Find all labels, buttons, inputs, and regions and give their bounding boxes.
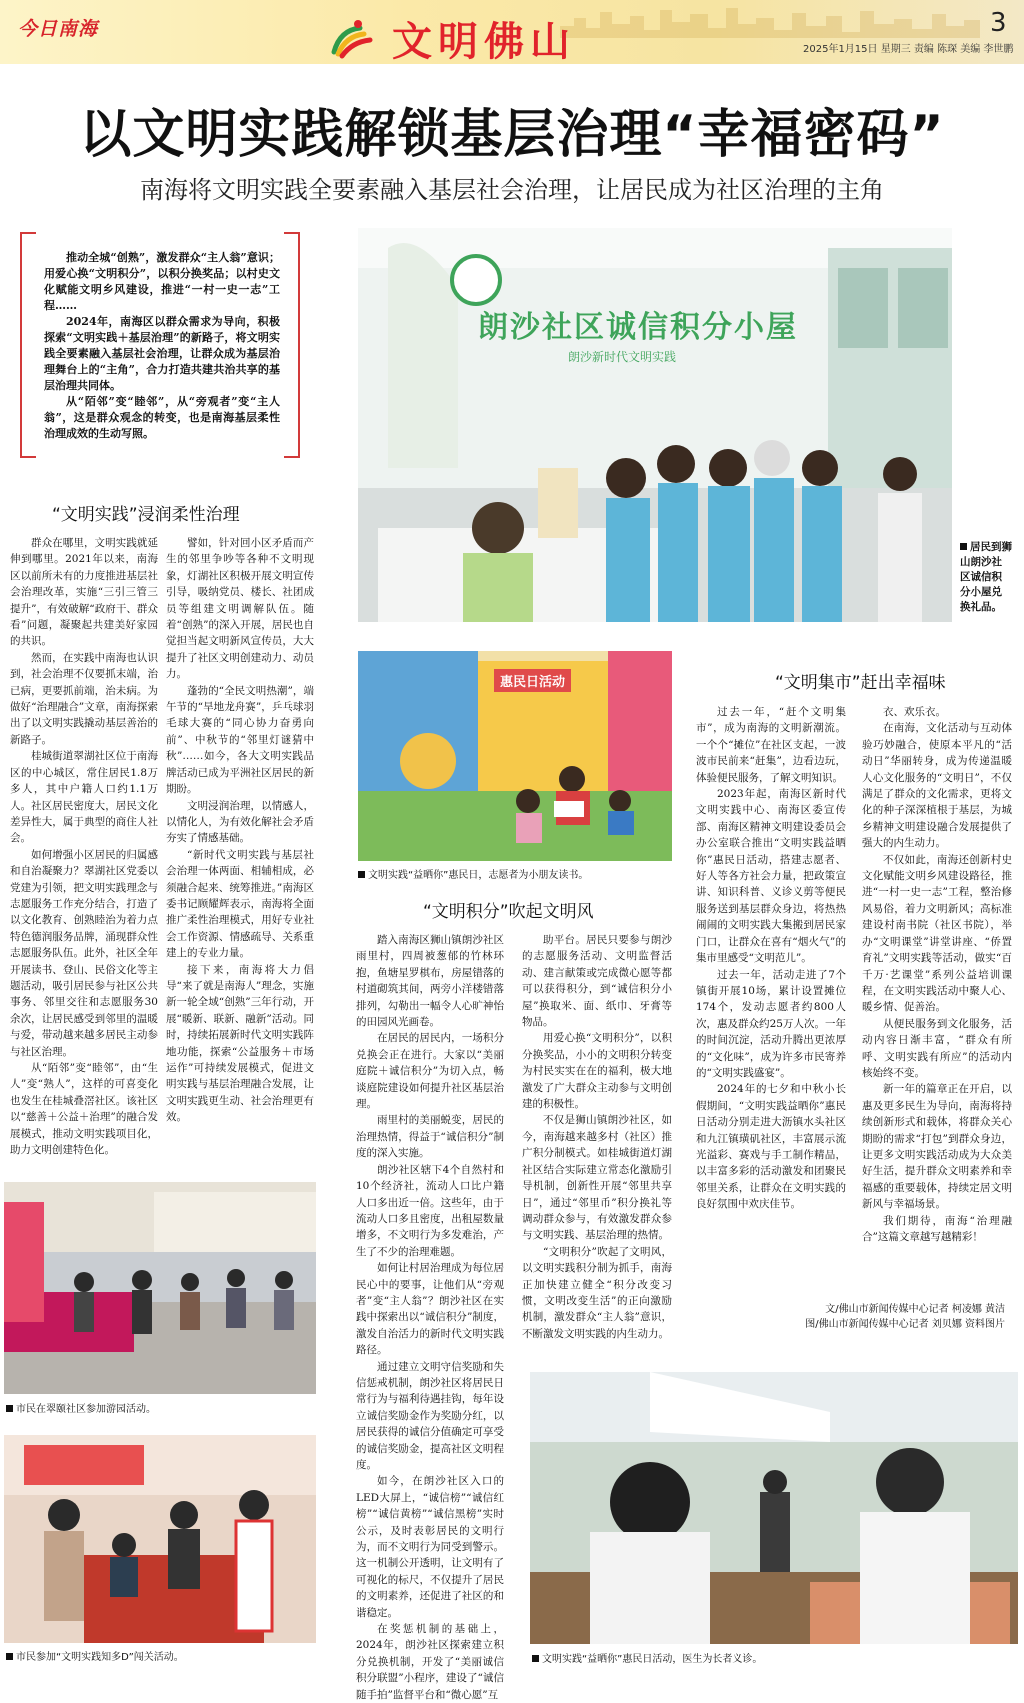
lead-paragraph: 推动全城“创熟”，激发群众“主人翁”意识；用爱心换“文明积分”，以积分换奖品；以村史文化赋能文明乡风建设，推进“一村一史一志”工程…… bbox=[44, 251, 280, 312]
body-paragraph: 踏入南海区狮山镇朗沙社区雨里村，四周被葱郁的竹林环抱，鱼塘星罗棋布，房屋错落的村道砌筑其间，两旁小洋楼错落排列，勾勒出一幅令人心旷神怡的田园风光画卷。 bbox=[356, 934, 504, 1029]
section1-column-a bbox=[10, 535, 158, 1157]
section2-column-a bbox=[356, 932, 504, 1701]
body-paragraph: 新一年的篇章正在开启，以惠及更多民生为导向，南海将持续创新形式和载体，将群众关心期盼的需求“打包”到群众身边，让更多文明实践活动成为大众美好生活，提升群众文明素养和幸福感的重要载体，持续定居文明新风与幸福场景。 bbox=[862, 1083, 1012, 1211]
caption-text: 居民到狮山朗沙社区诚信积分小屋兑换礼品。 bbox=[960, 541, 1012, 613]
section3-column-a bbox=[696, 704, 846, 1270]
quiz-activity-photo bbox=[4, 1435, 316, 1643]
body-paragraph: 在奖惩机制的基础上，2024年，朗沙社区探索建立积分兑换机制，开发了“美丽诚信积分联盟”小程序，建设了“诚信随手拍”监督平台和“微心愿”互 bbox=[356, 1623, 504, 1701]
body-paragraph: 助平台。居民只要参与朗沙的志愿服务活动、文明监督活动、建言献策或完成微心愿等都可以获得积分，到“诚信积分小屋”换取米、面、纸巾、牙膏等物品。 bbox=[522, 934, 672, 1029]
body-paragraph: 朗沙社区辖下4个自然村和10个经济社，流动人口比户籍人口多出近一倍。这些年，由于流动人口多且密度，出租屋数量增多，不文明行为多发难治，产生了不少的治理难题。 bbox=[356, 1163, 504, 1258]
clinic-photo-caption bbox=[532, 1650, 762, 1665]
body-paragraph: 桂城街道翠湖社区位于南海区的中心城区，常住居民1.8万多人，其中户籍人口约1.1万人。社区居民密度大，居民文化差异性大，属于典型的商住人社会。 bbox=[10, 750, 158, 845]
caption-marker-icon bbox=[960, 543, 967, 550]
section-title: 文明佛山 bbox=[392, 19, 576, 65]
byline-photo-credit: 图/佛山市新闻传媒中心记者 刘贝娜 资料图片 bbox=[805, 1319, 1005, 1330]
caption-marker-icon bbox=[532, 1655, 539, 1662]
main-photo-credit-store bbox=[358, 228, 952, 622]
kids-banner-text: 惠民日活动 bbox=[494, 669, 571, 692]
body-paragraph: “文明积分”吹起了文明风，以文明实践积分制为抓手，南海正加快建立健全“积分改变习惯，文明改变生活”的正向激励机制，激发群众“主人翁”意识，不断激发文明实践的内生动力。 bbox=[522, 1245, 672, 1340]
rainbow-logo-icon bbox=[330, 18, 376, 58]
body-paragraph: 不仅如此，南海还创新村史文化赋能文明乡风建设路径，推进“一村一史一志”工程，整治修风易俗，着力文明新风；高标准建设村南书院（社区书院），举办“文明课堂”讲堂讲座、“侨置育礼”文明实践等活动，做实“百千万·艺课堂”系列公益培训课程，在文明实践活动中聚人心、暖乡情、促善治。 bbox=[862, 853, 1012, 1014]
page-number: 3 bbox=[990, 8, 1007, 38]
market-photo bbox=[4, 1182, 316, 1394]
paper-name-logo: 今日南海 bbox=[18, 18, 99, 40]
body-paragraph: 不仅是狮山镇朗沙社区，如今，南海越来越多村（社区）推广积分制模式。如桂城街道灯湖社区结合实际建立常态化激励引导机制，创新性开展“邻里共享日”，通过“邻里币”积分换礼等调动群众参与，有效激发群众参与文明实践、基层治理的热情。 bbox=[522, 1114, 672, 1242]
body-paragraph: 如何让村居治理成为每位居民心中的要事，让他们从“旁观者”变“主人翁”？朗沙社区在实践中探索出以“诚信积分”制度，激发自治活力的新时代文明实践路径。 bbox=[356, 1262, 504, 1357]
section3-heading: “文明集市”赶出幸福味 bbox=[775, 673, 946, 693]
body-paragraph: 2023年起，南海区新时代文明实践中心、南海区委宣传部、南海区精神文明建设委员会办公室联合推出“文明实践益晒你”惠民日活动，搭建志愿者、好人等各方社会力量，把政策宣讲、知识科普、义诊义剪等便民服务送到基层群众身边，将热热闹闹的文明实践大集搬到居民家门口，让群众在喜有“烟火气”的集市里感受“文明范儿”。 bbox=[696, 788, 846, 965]
body-paragraph: 从“陌邻”变“睦邻”，由“生人”变“熟人”，这样的可喜变化也发生在桂城叠滘社区。该社区以“慈善＋公益＋治理”的融合发展模式，推动文明实践项目化，助力文明创建特色化。 bbox=[10, 1062, 158, 1157]
lead-paragraph: 从“陌邻”变“睦邻”，从“旁观者”变“主人翁”，这是群众观念的转变，也是南海基层柔性治理成效的生动写照。 bbox=[44, 395, 280, 440]
body-paragraph: 如今，在朗沙社区入口的LED大屏上，“诚信榜”“诚信红榜”“诚信黄榜”“诚信黑榜”实时公示，及时表彰居民的文明行为，而不文明行为同受到警示。这一机制公开透明，让文明有了可视化的标尺，不仅提升了居民的文明素养，还促进了社区的和谐稳定。 bbox=[356, 1475, 504, 1619]
kids-photo-caption bbox=[358, 866, 588, 881]
body-paragraph: 通过建立文明守信奖励和失信惩戒机制，朗沙社区将居民日常行为与福利待遇挂钩，每年设立诚信奖励金作为奖励分红，以居民获得的诚信分值确定可享受的诚信奖励金，提高社区文明程度。 bbox=[356, 1360, 504, 1471]
dateline: 2025年1月15日 星期三 责编 陈琛 美编 李世鹏 bbox=[803, 44, 1014, 55]
caption-marker-icon bbox=[358, 871, 365, 878]
section3-column-b bbox=[862, 704, 1012, 1270]
main-headline: 以文明实践解锁基层治理“幸福密码” bbox=[79, 105, 945, 165]
city-skyline-decoration bbox=[560, 4, 980, 38]
byline-credit bbox=[705, 1302, 1005, 1332]
body-paragraph: 过去一年，“赶个文明集市”，成为南海的文明新潮流。一个个“摊位”在社区支起，一波波市民前来“赶集”，边看边玩，体验便民服务，了解文明知识。 bbox=[696, 706, 846, 784]
section1-column-b bbox=[166, 535, 314, 1124]
byline-text-credit: 文/佛山市新闻传媒中心记者 柯凌娜 黄洁 bbox=[825, 1304, 1005, 1315]
section2-column-b bbox=[522, 932, 672, 1340]
body-paragraph: 衣、欢乐衣。 bbox=[883, 706, 946, 718]
store-sign-subtext: 朗沙新时代文明实践 bbox=[568, 350, 677, 364]
main-photo-caption bbox=[960, 540, 1012, 615]
section2-heading: “文明积分”吹起文明风 bbox=[423, 902, 594, 922]
body-paragraph: 在居民的居民内，一场积分兑换会正在进行。大家以“美丽庭院＋诚信积分”为切入点，畅谈庭院建设如何提升社区基层治理。 bbox=[356, 1032, 504, 1111]
lead-paragraph: 2024年，南海区以群众需求为导向，积极探索“文明实践＋基层治理”的新路子，将文明实践全要素融入基层社会治理，让群众成为基层治理舞台上的“主角”，合力打造共建共治共享的基层治理共同体。 bbox=[44, 315, 280, 392]
body-paragraph: 接下来，南海将大力倡导“来了就是南海人”理念，实施新一轮全域“创熟”三年行动，开展“暖新、联新、融新”活动。同时，持续拓展新时代文明实践阵地功能，探索“公益服务＋市场运作”可持续发展模式，促进文明实践与基层治理融合发展，让文明实践更生动、社会治理更有效。 bbox=[166, 963, 314, 1124]
sub-headline: 南海将文明实践全要素融入基层社会治理，让居民成为社区治理的主角 bbox=[140, 176, 884, 204]
body-paragraph: 然而，在实践中南海也认识到，社会治理不仅要抓末端，治已病，更要抓前端，治未病。为做好“治理融合”文章，南海探索出了以文明实践撬动基层善治的新路子。 bbox=[10, 651, 158, 746]
section1-heading: “文明实践”浸润柔性治理 bbox=[52, 505, 240, 525]
body-paragraph: 从便民服务到文化服务，活动内容日渐丰富，“群众有所呼、文明实践有所应”的活动内核始终不变。 bbox=[862, 1017, 1012, 1079]
lead-paragraphs bbox=[44, 250, 280, 442]
caption-text: 文明实践“益晒你”惠民日活动，医生为长者义诊。 bbox=[542, 1654, 763, 1665]
body-paragraph: 用爱心换“文明积分”，以积分换奖品，小小的文明积分转变为村民实实在在的福利，极大地激发了广大群众主动参与文明创建的积极性。 bbox=[522, 1032, 672, 1111]
body-paragraph: 过去一年，活动走进了7个镇街开展10场，累计设置摊位174个，发动志愿者约800人次，惠及群众约25万人次。一年的时间沉淀，活动升腾出更浓厚的“文化味”，成为许多市民寄养的“文明实践盛宴”。 bbox=[696, 968, 846, 1079]
caption-marker-icon bbox=[6, 1405, 13, 1412]
store-sign-text: 朗沙社区诚信积分小屋 bbox=[478, 310, 798, 345]
body-paragraph: 2024年的七夕和中秋小长假期间，“文明实践益晒你”惠民日活动分别走进大沥镇水头社区和九江镇璜矶社区，丰富展示流光溢彩、赛戏与手工制作精品，以丰富多彩的活动激发和团聚民邻里关系，让群众在文明实践的良好氛围中欢庆佳节。 bbox=[696, 1083, 846, 1211]
body-paragraph: “新时代文明实践与基层社会治理一体两面、相辅相成，必须融合起来、统筹推进。”南海区委书记顾耀辉表示，南海将全面推广柔性治理模式，用好专业社会工作资源、情感疏导、关系重建上的专业力量。 bbox=[166, 848, 314, 960]
body-paragraph: 譬如，针对回小区矛盾而产生的邻里争吵等各种不文明现象，灯湖社区积极开展文明宣传引导，吸纳党员、楼长、社团成员等组建文明调解队伍。随着“创熟”的深入开展，居民也自觉担当起文明新风宣传员，大大提升了社区文明创建动力、动员力。 bbox=[166, 537, 314, 681]
kids-reading-photo bbox=[358, 651, 672, 861]
body-paragraph: 在南海，文化活动与互动体验巧妙融合，使原本平凡的“活动日”华丽转身，成为传递温暖人心文化服务的“文明日”，不仅满足了群众的文化需求，更将文化的种子深深植根于基层，为城乡精神文明建设融合发展提供了强大的内生动力。 bbox=[862, 722, 1012, 850]
caption-text: 市民参加“文明实践知多D”闯关活动。 bbox=[16, 1652, 184, 1663]
quiz-photo-caption bbox=[6, 1648, 184, 1663]
caption-text: 文明实践“益晒你”惠民日，志愿者为小朋友读书。 bbox=[368, 870, 589, 881]
market-photo-caption bbox=[6, 1400, 156, 1415]
body-paragraph: 雨里村的美丽蜕变，居民的治理热情，得益于“诚信积分”制度的深入实施。 bbox=[356, 1114, 504, 1160]
caption-marker-icon bbox=[6, 1653, 13, 1660]
body-paragraph: 我们期待，南海“治理融合”这篇文章越写越精彩！ bbox=[862, 1214, 1012, 1243]
body-paragraph: 如何增强小区居民的归属感和自治凝聚力？翠湖社区党委以党建为引领，把文明实践理念与志愿服务工作充分结合，打造了以文化教育、创熟睦治为着力点特色德润服务品牌，涌现群众性志愿服务队伍。此外，社区全年开展读书、登山、民俗文化等主题活动，吸引居民参与社区公共事务、邻里交往和志愿服务30余次，让居民感受到邻里的温暖与爱，带动越来越多居民主动参与社区治理。 bbox=[10, 848, 158, 1058]
body-paragraph: 群众在哪里，文明实践就延伸到哪里。2021年以来，南海区以前所未有的力度推进基层社会治理改革，实施“三引三管三提升”，有效破解“政府干、群众看”问题，凝聚起共建美好家园的共识。 bbox=[10, 537, 158, 648]
body-paragraph: 蓬勃的“全民文明热潮”，端午节的“旱地龙舟赛”，乒乓球羽毛球大赛的“同心协力奋勇向前”、中秋节的“邻里灯谜猜中秋”……如今，各大文明实践品牌活动已成为平洲社区居民的新期盼。 bbox=[166, 684, 314, 796]
body-paragraph: 文明浸润治理，以情感人，以情化人，为有效化解社会矛盾夯实了情感基础。 bbox=[166, 799, 314, 845]
free-clinic-photo bbox=[530, 1372, 1018, 1644]
caption-text: 市民在翠颐社区参加游园活动。 bbox=[16, 1404, 156, 1415]
